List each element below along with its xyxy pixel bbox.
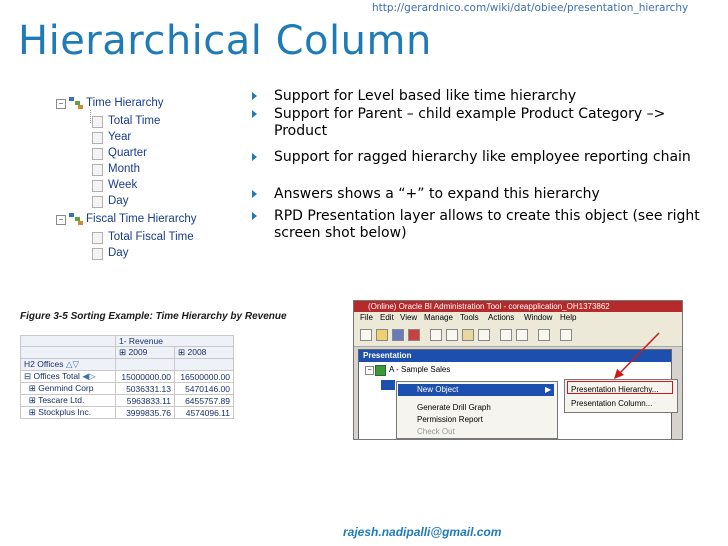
column-icon: [92, 196, 103, 208]
row-label: Offices Total: [33, 371, 80, 381]
table-cell: 5963833.11: [116, 395, 175, 407]
menu-bar: [354, 312, 682, 324]
dimension-label: H2 Offices: [24, 359, 64, 369]
menu-item-view[interactable]: View: [400, 313, 418, 322]
table-row: [21, 336, 234, 347]
column-icon: [92, 132, 103, 144]
bullet-arrow-icon: [252, 153, 257, 161]
tree-node-week[interactable]: Week: [108, 179, 138, 191]
table-cell: [116, 359, 175, 371]
highlight-box: [567, 381, 673, 394]
row-header[interactable]: ⊞ Genmind Corp: [21, 383, 116, 395]
subject-area-icon: [375, 365, 386, 376]
row-label: Genmind Corp: [38, 383, 94, 393]
bullet-arrow-icon: [252, 212, 257, 220]
save-icon[interactable]: [392, 329, 404, 341]
row-label: Tescare Ltd.: [38, 395, 85, 405]
context-menu: [396, 381, 558, 439]
source-url[interactable]: http://gerardnico.com/wiki/dat/obiee/presentation_hierarchy: [372, 2, 689, 14]
window-icon[interactable]: [560, 329, 572, 341]
context-item-new-object[interactable]: New Object: [417, 385, 459, 394]
slide-title: Hierarchical Column: [18, 18, 432, 64]
dimension-header[interactable]: [21, 359, 116, 371]
bullet-text: Support for ragged hierarchy like employee reporting chain: [274, 149, 691, 165]
tree-node-total-time[interactable]: Total Time: [108, 115, 161, 127]
column-icon: [92, 148, 103, 160]
table-cell: 3999835.76: [116, 407, 175, 419]
paste-icon[interactable]: [462, 329, 474, 341]
context-item-permission-report[interactable]: Permission Report: [417, 415, 483, 424]
table-cell: 5470146.00: [175, 383, 234, 395]
table-cell: 4574096.11: [175, 407, 234, 419]
time-hierarchy-expander[interactable]: −: [56, 99, 66, 109]
submenu-item-presentation-column[interactable]: Presentation Column...: [571, 399, 653, 408]
admin-tool-screenshot: [353, 300, 683, 440]
revenue-table: [20, 335, 234, 419]
table-cell: [175, 359, 234, 371]
sort-arrows-icon[interactable]: ◀▷: [82, 371, 96, 381]
browse-icon[interactable]: [516, 329, 528, 341]
table-cell: 15000000.00: [116, 371, 175, 383]
hierarchy-icon: [69, 213, 83, 225]
menu-item-window[interactable]: Window: [524, 313, 553, 322]
column-icon: [92, 232, 103, 244]
column-icon: [92, 248, 103, 260]
table-cell: [21, 347, 116, 359]
tree-node-time-hierarchy[interactable]: Time Hierarchy: [86, 97, 164, 109]
bullet-arrow-icon: [252, 190, 257, 198]
year-2009-header[interactable]: ⊞ 2009: [116, 347, 175, 359]
tree-node-year[interactable]: Year: [108, 131, 132, 143]
table-row: [21, 383, 234, 395]
delete-icon[interactable]: [478, 329, 490, 341]
table-row: [21, 371, 234, 383]
bullet-text: Answers shows a “+” to expand this hierarchy: [274, 186, 600, 202]
tree-expander[interactable]: −: [365, 366, 374, 375]
submenu-arrow-icon: ▶: [545, 385, 552, 394]
hierarchy-icon: [69, 97, 83, 109]
tree-node-quarter[interactable]: Quarter: [108, 147, 147, 159]
menu-item-edit[interactable]: Edit: [380, 313, 394, 322]
menu-item-actions[interactable]: Actions: [488, 313, 515, 322]
bullet-arrow-icon: [252, 92, 257, 100]
checkin-icon[interactable]: [408, 329, 420, 341]
column-icon: [92, 116, 103, 128]
tree-node-total-fiscal-time[interactable]: Total Fiscal Time: [108, 231, 194, 243]
open-icon[interactable]: [376, 329, 388, 341]
menu-item-help[interactable]: Help: [560, 313, 577, 322]
cut-icon[interactable]: [430, 329, 442, 341]
selected-item-icon[interactable]: [381, 380, 395, 390]
table-row: [21, 407, 234, 419]
table-row: [21, 347, 234, 359]
author-email[interactable]: rajesh.nadipalli@gmail.com: [343, 525, 502, 539]
column-icon: [92, 164, 103, 176]
row-header[interactable]: ⊞ Stockplus Inc.: [21, 407, 116, 419]
row-header[interactable]: ⊟ Offices Total ◀▷: [21, 371, 116, 383]
bullet-text: Support for Level based like time hierarchy: [274, 88, 577, 104]
bullet-text: Support for Parent – child example Product Category –> Product: [274, 106, 666, 139]
row-label: Stockplus Inc.: [38, 407, 92, 417]
copy-icon[interactable]: [446, 329, 458, 341]
bullet-arrow-icon: [252, 110, 257, 118]
tree-node-fiscal-time-hierarchy[interactable]: Fiscal Time Hierarchy: [86, 213, 197, 225]
table-cell: 6455757.89: [175, 395, 234, 407]
year-label: 2008: [187, 347, 207, 357]
new-icon[interactable]: [360, 329, 372, 341]
table-cell: [21, 336, 116, 347]
pane-title: Presentation: [359, 350, 671, 362]
tree-node-fiscal-day[interactable]: Day: [108, 247, 129, 259]
window-titlebar: (Online) Oracle BI Administration Tool - coreapplication_OH1373862: [354, 301, 682, 312]
bullet-text: RPD Presentation layer allows to create this object (see right screen shot below): [274, 208, 700, 241]
menu-item-file[interactable]: File: [360, 313, 373, 322]
menu-item-manage[interactable]: Manage: [424, 313, 453, 322]
context-item-generate-drill-graph[interactable]: Generate Drill Graph: [417, 403, 491, 412]
annotation-arrow: [604, 331, 664, 381]
tree-item-sample-sales[interactable]: A - Sample Sales: [389, 365, 451, 374]
sort-icon[interactable]: △▽: [65, 359, 79, 369]
tree-node-day[interactable]: Day: [108, 195, 129, 207]
table-cell: 16500000.00: [175, 371, 234, 383]
year-label: 2009: [128, 347, 148, 357]
table-row: [21, 395, 234, 407]
help-icon[interactable]: [538, 329, 550, 341]
context-item-check-out[interactable]: Check Out: [417, 427, 455, 436]
column-icon: [92, 180, 103, 192]
tree-node-month[interactable]: Month: [108, 163, 140, 175]
table-cell: 5036331.13: [116, 383, 175, 395]
find-icon[interactable]: [500, 329, 512, 341]
table-row: [21, 359, 234, 371]
fiscal-hierarchy-expander[interactable]: −: [56, 215, 66, 225]
measure-header: 1- Revenue: [116, 336, 234, 347]
figure-caption: Figure 3-5 Sorting Example: Time Hierarchy by Revenue: [20, 311, 287, 322]
year-2008-header[interactable]: ⊞ 2008: [175, 347, 234, 359]
row-header[interactable]: ⊞ Tescare Ltd.: [21, 395, 116, 407]
submenu-item-presentation-hierarchy[interactable]: Presentation Hierarchy...: [571, 385, 659, 394]
menu-item-tools[interactable]: Tools: [460, 313, 479, 322]
